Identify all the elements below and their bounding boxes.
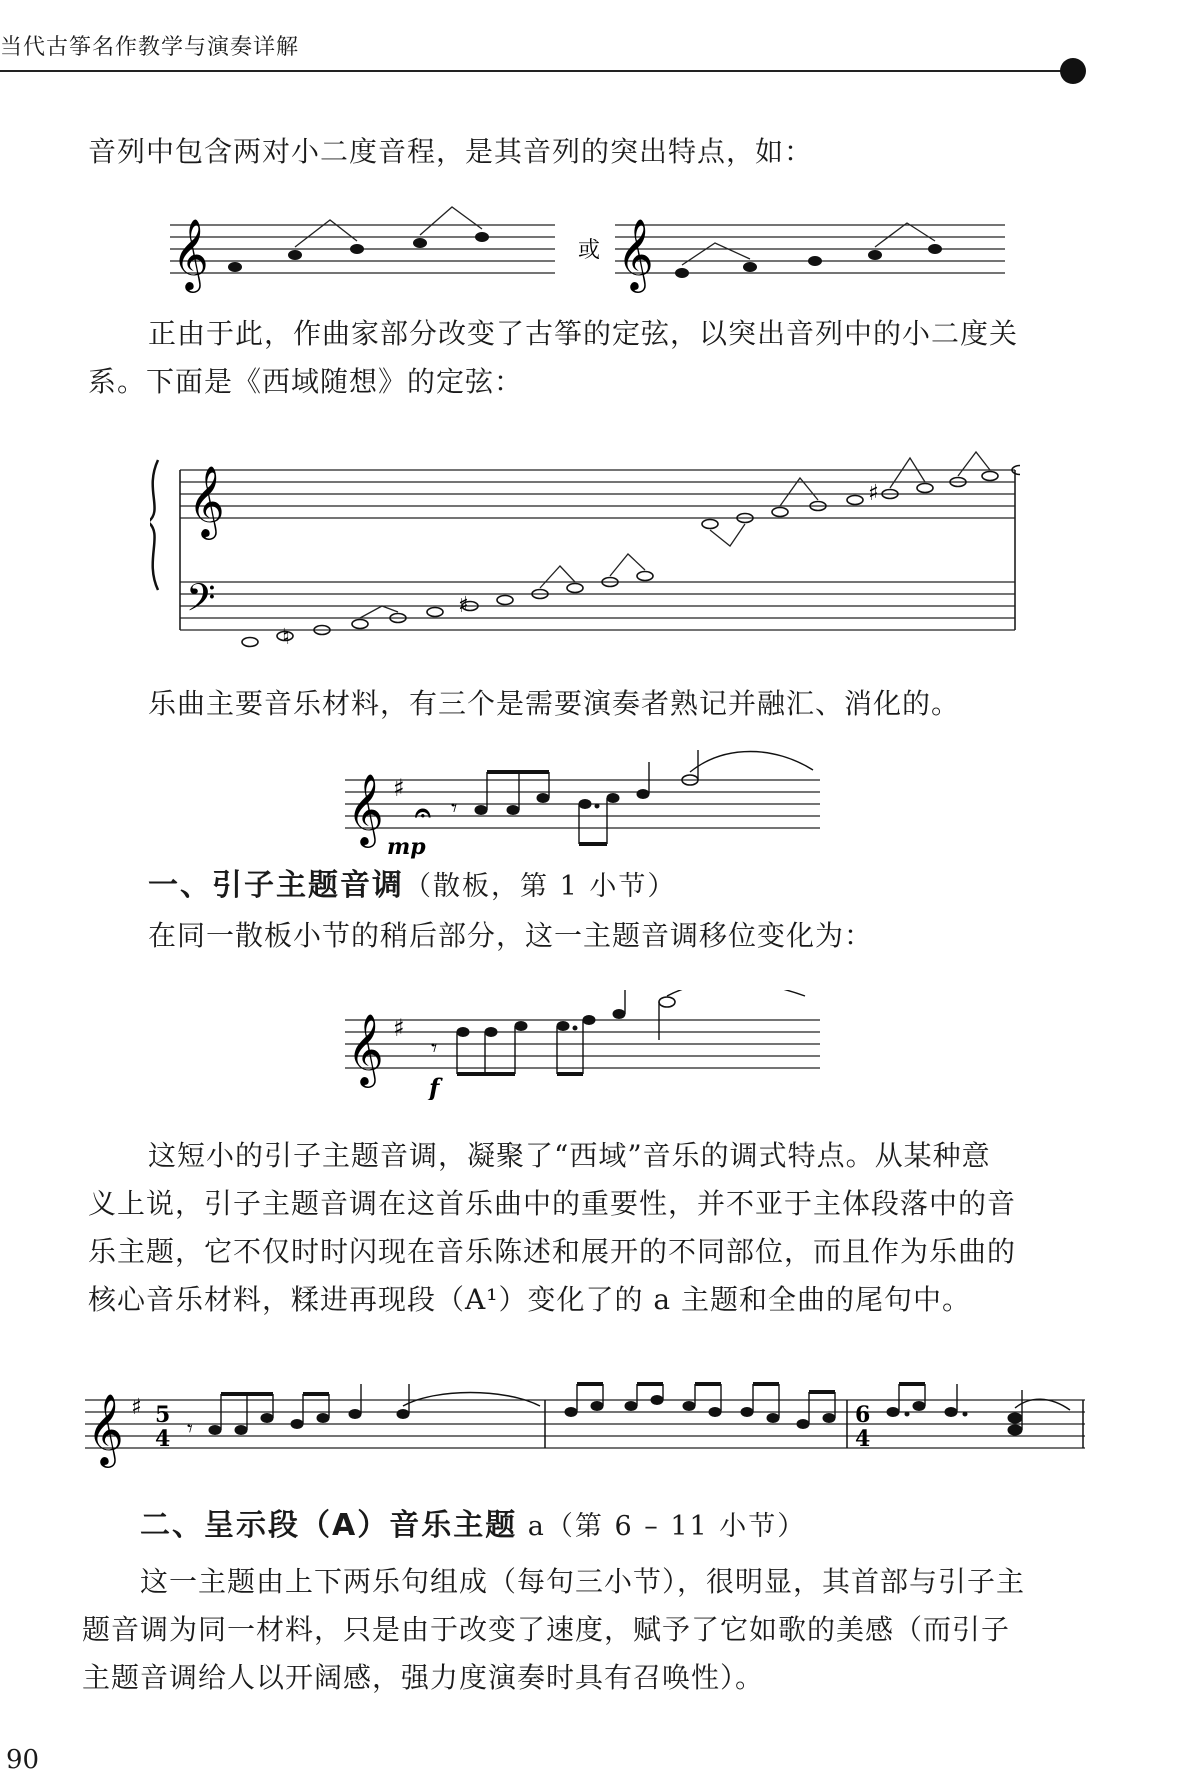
interval-marks-right [682, 223, 935, 265]
excerpt-notes-m2 [565, 1384, 835, 1429]
treble-clef-icon: 𝄞 [188, 464, 225, 537]
eighth-rest: 𝄾 [431, 1034, 438, 1062]
time-signature-top: 6 [855, 1402, 871, 1428]
excerpt-notes-m1 [209, 1384, 409, 1435]
section-heading-intro-note: （散板，第 1 小节） [404, 871, 677, 902]
slur [403, 1393, 540, 1407]
paragraph-significance-line3: 乐主题，它不仅时时闪现在音乐陈述和展开的不同部位，而且作为乐曲的 [88, 1235, 1017, 1268]
section-heading-exposition-note: （第 6 – 11 小节） [545, 1511, 807, 1542]
staff-excerpt [85, 1400, 1085, 1448]
header-rule [0, 70, 1080, 72]
paragraph-materials: 乐曲主要音乐材料，有三个是需要演奏者熟记并融汇、消化的。 [148, 687, 961, 720]
paragraph-significance-line4: 核心音乐材料，糅进再现段（A¹）变化了的 a 主题和全曲的尾句中。 [88, 1283, 971, 1316]
paragraph-exposition-line2: 题音调为同一材料，只是由于改变了速度，赋予了它如歌的美感（而引子 [82, 1613, 1011, 1646]
tuning-notes-treble [702, 466, 1020, 529]
paragraph-intro: 音列中包含两对小二度音程，是其音列的突出特点，如： [88, 135, 814, 168]
music-score-scales [170, 195, 1010, 295]
tuning-interval-marks [360, 452, 990, 618]
staff-right [615, 225, 1005, 273]
paragraph-transposition: 在同一散板小节的稍后部分，这一主题音调移位变化为： [148, 919, 874, 952]
eighth-rest: 𝄾 [451, 794, 458, 822]
slur [667, 990, 805, 996]
dynamic-mark: f [429, 1073, 440, 1100]
music-score-transposed-theme [345, 990, 825, 1100]
treble-clef-icon: 𝄞 [347, 772, 384, 845]
svg-text:♮: ♮ [282, 625, 290, 650]
section-heading-intro-title: 一、引子主题音调 [148, 868, 404, 903]
paragraph-exposition-line1: 这一主题由上下两乐句组成（每句三小节），很明显，其首部与引子主 [140, 1565, 1026, 1598]
excerpt-notes-m3 [887, 1384, 1022, 1435]
or-label: 或 [578, 238, 601, 263]
section-heading-intro [148, 860, 676, 904]
fermata-rest: 𝄐 [415, 796, 431, 829]
treble-clef-icon: 𝄞 [347, 1012, 384, 1085]
paragraph-exposition-line3: 主题音调给人以开阔感，强力度演奏时具有召唤性）。 [82, 1661, 765, 1694]
section-heading-exposition [140, 1500, 806, 1544]
paragraph-significance-line2: 义上说，引子主题音调在这首乐曲中的重要性，并不亚于主体段落中的音 [88, 1187, 1017, 1220]
running-header: 当代古筝名作教学与演奏详解 [0, 35, 300, 60]
key-signature-sharp: ♯ [393, 774, 405, 802]
treble-clef-icon: 𝄞 [172, 217, 209, 290]
notes-left [228, 232, 489, 272]
interval-marks-left [295, 207, 482, 247]
key-signature-sharp: ♯ [393, 1014, 405, 1042]
paragraph-tuning-line2: 系。下面是《西域随想》的定弦： [88, 365, 524, 398]
treble-staff [180, 470, 1015, 518]
paragraph-tuning-line1: 正由于此，作曲家部分改变了古筝的定弦，以突出音列中的小二度关 [148, 317, 1019, 350]
time-signature-top: 5 [155, 1402, 171, 1428]
brace [150, 460, 158, 590]
treble-clef-icon: 𝄞 [87, 1392, 124, 1465]
svg-text:♯: ♯ [458, 593, 469, 618]
dynamic-mark: mp [387, 834, 426, 860]
slur [1015, 1399, 1070, 1410]
slur [690, 752, 813, 773]
section-heading-exposition-title: 二、呈示段（A）音乐主题 [140, 1508, 518, 1543]
tuning-notes-bass [242, 572, 653, 647]
music-score-intro-theme [345, 750, 825, 860]
time-signature-bottom: 4 [155, 1426, 171, 1452]
key-signature-sharp: ♯ [131, 1395, 142, 1420]
bass-clef-icon: 𝄢 [186, 575, 216, 629]
page-number: 90 [6, 1745, 40, 1775]
treble-clef-icon: 𝄞 [617, 217, 654, 290]
music-score-tuning [150, 450, 1020, 650]
paragraph-significance-line1: 这短小的引子主题音调，凝聚了“西域”音乐的调式特点。从某种意 [148, 1139, 991, 1172]
header-dot [1060, 58, 1086, 84]
svg-text:♯: ♯ [868, 481, 879, 506]
intro-notes [475, 750, 698, 844]
music-score-excerpt [85, 1370, 1095, 1470]
section-heading-exposition-theme: a [517, 1511, 546, 1542]
time-signature-bottom: 4 [855, 1426, 871, 1452]
eighth-rest: 𝄾 [187, 1417, 193, 1442]
bass-staff [180, 582, 1015, 630]
